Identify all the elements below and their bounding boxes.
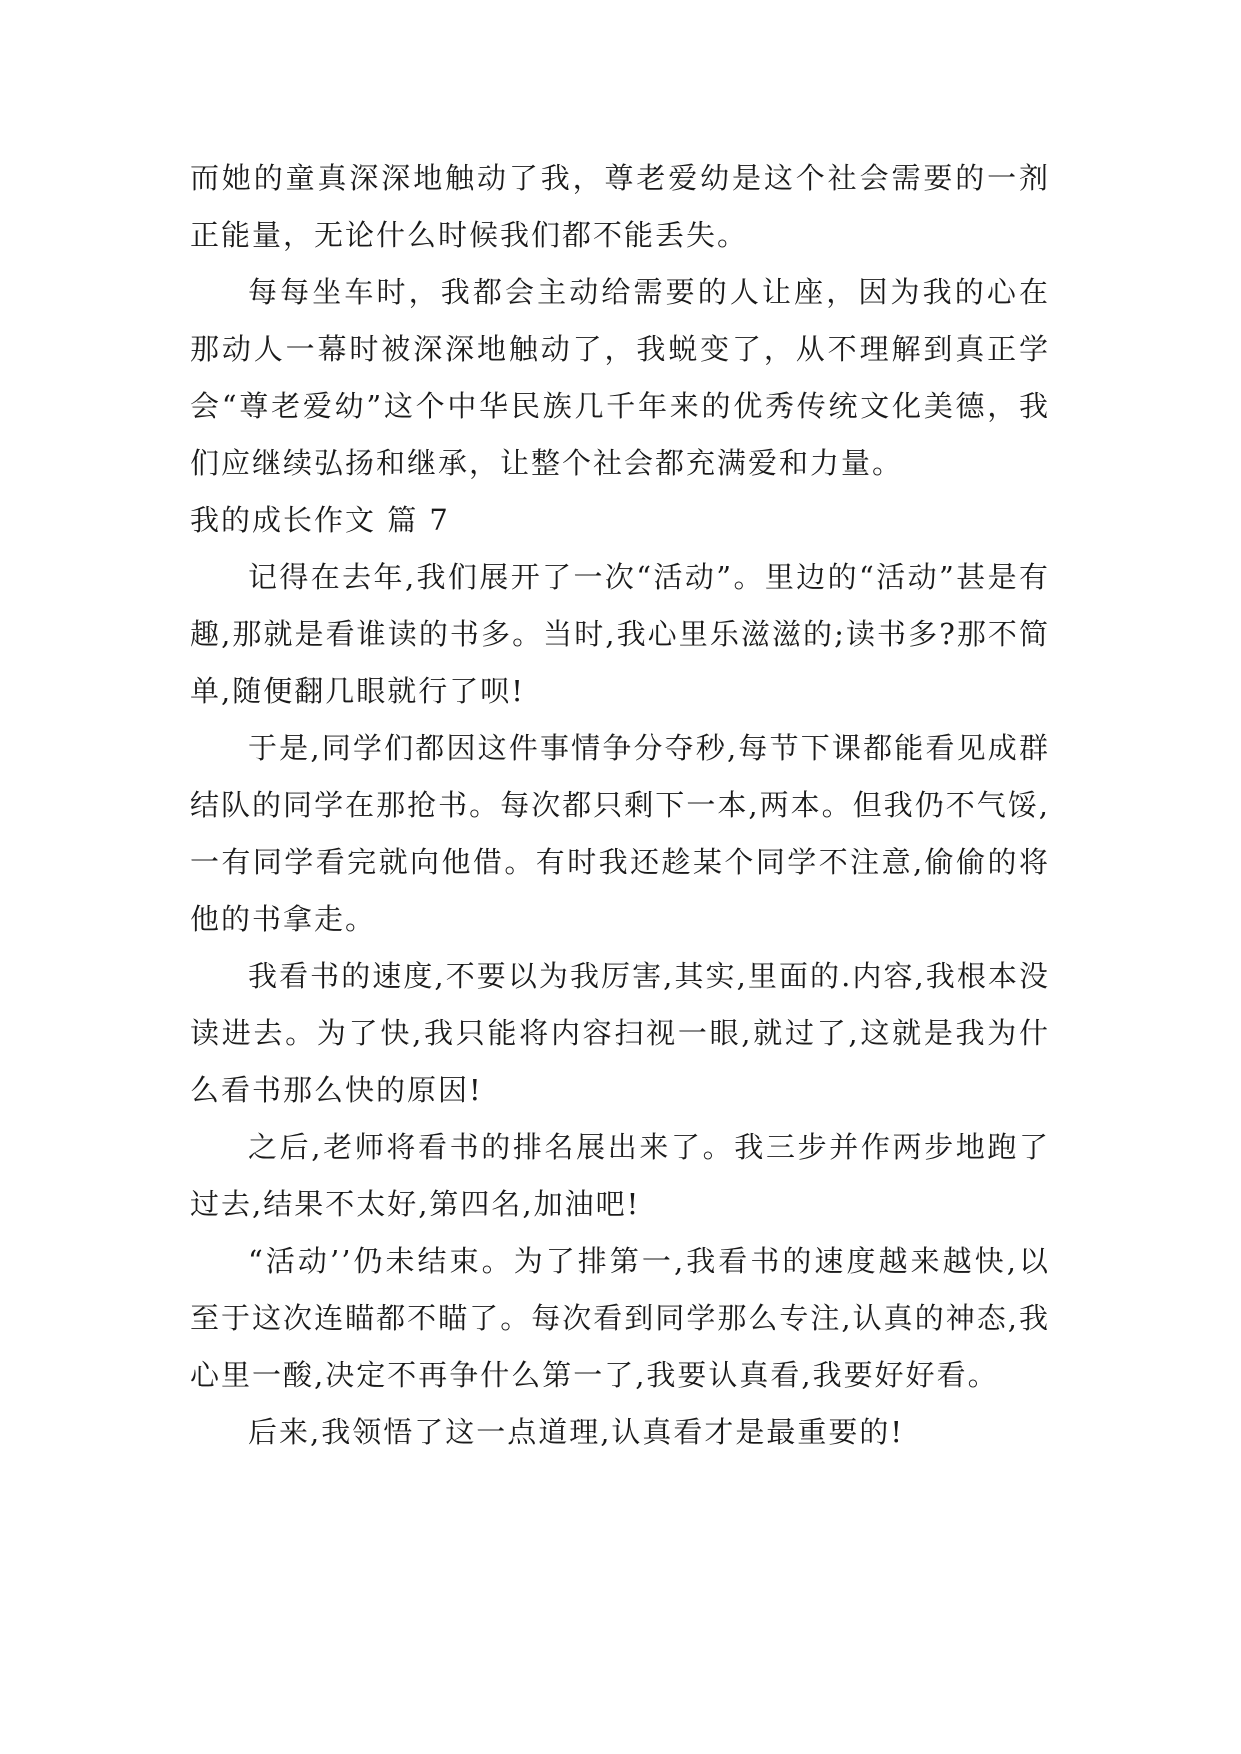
section-paragraph-3: 我看书的速度,不要以为我厉害,其实,里面的.内容,我根本没读进去。为了快,我只能将内容扫视一眼,就过了,这就是我为什么看书那么快的原因! xyxy=(190,959,1050,1107)
section-heading: 我的成长作文 篇 7 xyxy=(190,503,450,537)
section-paragraph-6: 后来,我领悟了这一点道理,认真看才是最重要的! xyxy=(248,1415,905,1449)
paragraph-1: 而她的童真深深地触动了我，尊老爱幼是这个社会需要的一剂正能量，无论什么时候我们都不能丢失。 xyxy=(190,161,1050,252)
section-paragraph-4: 之后,老师将看书的排名展出来了。我三步并作两步地跑了过去,结果不太好,第四名,加油吧! xyxy=(190,1130,1050,1221)
document-body xyxy=(190,150,1050,1461)
section-paragraph-1: 记得在去年,我们展开了一次“活动”。里边的“活动”甚是有趣,那就是看谁读的书多。当时,我心里乐滋滋的;读书多?那不简单,随便翻几眼就行了呗! xyxy=(190,560,1050,708)
paragraph-2: 每每坐车时，我都会主动给需要的人让座，因为我的心在那动人一幕时被深深地触动了，我蜕变了，从不理解到真正学会“尊老爱幼”这个中华民族几千年来的优秀传统文化美德，我们应继续弘扬和继承，让整个社会都充满爱和力量。 xyxy=(190,275,1050,480)
section-paragraph-2: 于是,同学们都因这件事情争分夺秒,每节下课都能看见成群结队的同学在那抢书。每次都只剩下一本,两本。但我仍不气馁,一有同学看完就向他借。有时我还趁某个同学不注意,偷偷的将他的书拿走。 xyxy=(190,731,1050,936)
section-paragraph-5: “活动’’仍未结束。为了排第一,我看书的速度越来越快,以至于这次连瞄都不瞄了。每次看到同学那么专注,认真的神态,我心里一酸,决定不再争什么第一了,我要认真看,我要好好看。 xyxy=(190,1244,1050,1392)
